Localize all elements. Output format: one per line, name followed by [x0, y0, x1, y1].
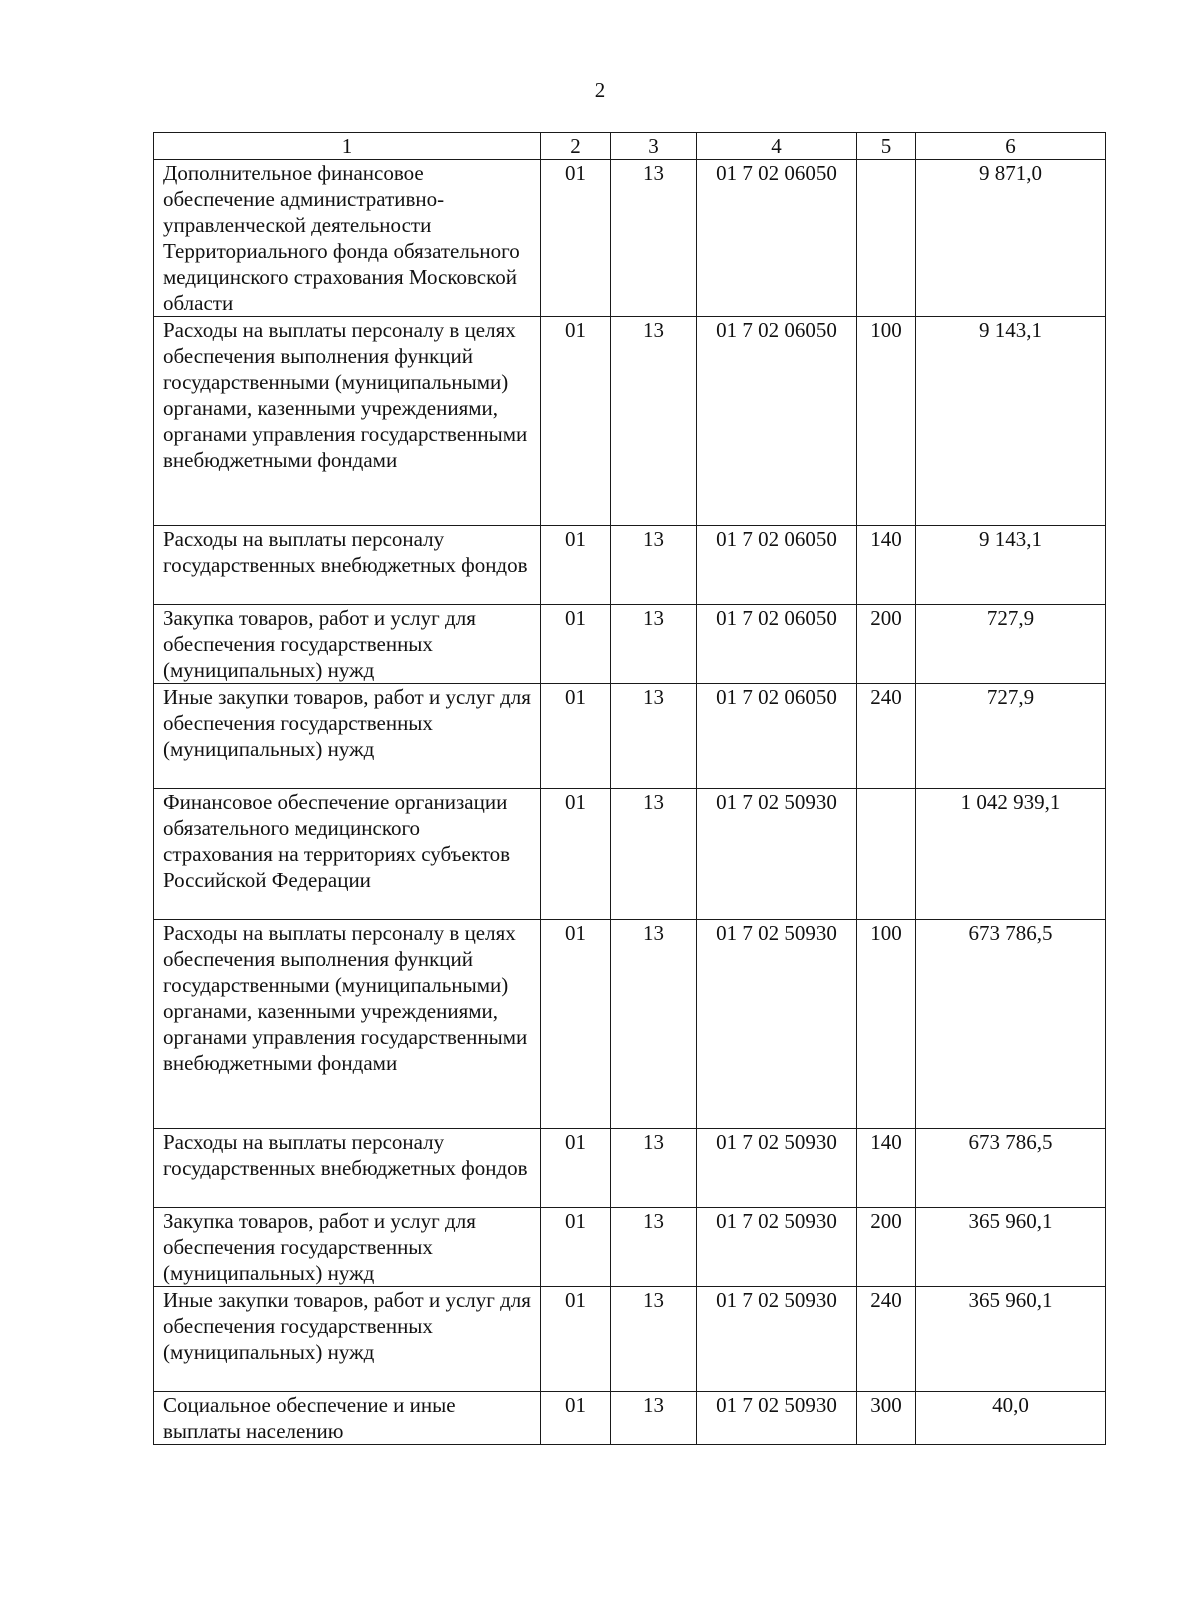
row-name-cell: Социальное обеспечение и иные выплаты населению [154, 1392, 541, 1445]
table-row [154, 789, 1106, 920]
row-section-cell: 01 [541, 317, 611, 526]
row-amount-cell: 40,0 [916, 1392, 1106, 1445]
row-amount-cell: 9 143,1 [916, 526, 1106, 605]
row-name-cell: Расходы на выплаты персоналу государственных внебюджетных фондов [154, 526, 541, 605]
table-row [154, 317, 1106, 526]
row-expense-type-cell: 240 [857, 684, 916, 789]
table-row [154, 605, 1106, 684]
row-target-item-cell: 01 7 02 06050 [697, 526, 857, 605]
row-target-item-cell: 01 7 02 50930 [697, 1129, 857, 1208]
row-subsection-cell: 13 [611, 920, 697, 1129]
row-target-item-cell: 01 7 02 50930 [697, 1287, 857, 1392]
table-row [154, 1208, 1106, 1287]
row-name-cell: Иные закупки товаров, работ и услуг для обеспечения государственных (муниципальных) нужд [154, 684, 541, 789]
row-amount-cell: 9 143,1 [916, 317, 1106, 526]
row-subsection-cell: 13 [611, 684, 697, 789]
row-subsection-cell: 13 [611, 1208, 697, 1287]
row-section-cell: 01 [541, 1287, 611, 1392]
row-section-cell: 01 [541, 1392, 611, 1445]
row-amount-cell: 727,9 [916, 605, 1106, 684]
row-target-item-cell: 01 7 02 06050 [697, 317, 857, 526]
row-amount-cell: 727,9 [916, 684, 1106, 789]
row-expense-type-cell: 300 [857, 1392, 916, 1445]
table-row [154, 1392, 1106, 1445]
row-subsection-cell: 13 [611, 1129, 697, 1208]
row-expense-type-cell: 240 [857, 1287, 916, 1392]
row-subsection-cell: 13 [611, 605, 697, 684]
row-expense-type-cell: 140 [857, 1129, 916, 1208]
row-subsection-cell: 13 [611, 160, 697, 317]
row-expense-type-cell: 200 [857, 1208, 916, 1287]
row-amount-cell: 365 960,1 [916, 1208, 1106, 1287]
table-row [154, 1287, 1106, 1392]
table-header-row [154, 133, 1106, 160]
table-row [154, 920, 1106, 1129]
row-expense-type-cell: 200 [857, 605, 916, 684]
row-name-cell: Дополнительное финансовое обеспечение административно-управленческой деятельности Территориального фонда обязательного медицинского страхования Московской области [154, 160, 541, 317]
row-expense-type-cell: 100 [857, 920, 916, 1129]
column-header: 3 [611, 133, 697, 160]
row-expense-type-cell: 140 [857, 526, 916, 605]
row-amount-cell: 673 786,5 [916, 920, 1106, 1129]
row-target-item-cell: 01 7 02 06050 [697, 605, 857, 684]
row-name-cell: Расходы на выплаты персоналу в целях обеспечения выполнения функций государственными (муниципальными) органами, казенными учреждениями, органами управления государственными внебюджетными фондами [154, 920, 541, 1129]
row-target-item-cell: 01 7 02 50930 [697, 789, 857, 920]
row-section-cell: 01 [541, 160, 611, 317]
row-amount-cell: 673 786,5 [916, 1129, 1106, 1208]
column-header: 2 [541, 133, 611, 160]
row-name-cell: Иные закупки товаров, работ и услуг для обеспечения государственных (муниципальных) нужд [154, 1287, 541, 1392]
row-subsection-cell: 13 [611, 789, 697, 920]
table-row [154, 160, 1106, 317]
row-target-item-cell: 01 7 02 50930 [697, 920, 857, 1129]
row-subsection-cell: 13 [611, 317, 697, 526]
row-amount-cell: 9 871,0 [916, 160, 1106, 317]
row-target-item-cell: 01 7 02 50930 [697, 1392, 857, 1445]
row-amount-cell: 365 960,1 [916, 1287, 1106, 1392]
row-section-cell: 01 [541, 920, 611, 1129]
row-name-cell: Расходы на выплаты персоналу государственных внебюджетных фондов [154, 1129, 541, 1208]
row-amount-cell: 1 042 939,1 [916, 789, 1106, 920]
row-section-cell: 01 [541, 789, 611, 920]
row-name-cell: Закупка товаров, работ и услуг для обеспечения государственных (муниципальных) нужд [154, 1208, 541, 1287]
row-name-cell: Закупка товаров, работ и услуг для обеспечения государственных (муниципальных) нужд [154, 605, 541, 684]
row-name-cell: Финансовое обеспечение организации обязательного медицинского страхования на территориях субъектов Российской Федерации [154, 789, 541, 920]
row-target-item-cell: 01 7 02 06050 [697, 684, 857, 789]
column-header: 5 [857, 133, 916, 160]
row-subsection-cell: 13 [611, 1287, 697, 1392]
table-row [154, 684, 1106, 789]
row-expense-type-cell: 100 [857, 317, 916, 526]
row-name-cell: Расходы на выплаты персоналу в целях обеспечения выполнения функций государственными (муниципальными) органами, казенными учреждениями, органами управления государственными внебюджетными фондами [154, 317, 541, 526]
budget-table [153, 132, 1106, 1445]
column-header: 6 [916, 133, 1106, 160]
row-subsection-cell: 13 [611, 526, 697, 605]
row-section-cell: 01 [541, 684, 611, 789]
row-section-cell: 01 [541, 1208, 611, 1287]
table-body [154, 160, 1106, 1445]
row-target-item-cell: 01 7 02 50930 [697, 1208, 857, 1287]
table-row [154, 1129, 1106, 1208]
table-row [154, 526, 1106, 605]
row-subsection-cell: 13 [611, 1392, 697, 1445]
column-header: 1 [154, 133, 541, 160]
row-section-cell: 01 [541, 526, 611, 605]
row-expense-type-cell [857, 160, 916, 317]
row-expense-type-cell [857, 789, 916, 920]
column-header: 4 [697, 133, 857, 160]
row-target-item-cell: 01 7 02 06050 [697, 160, 857, 317]
row-section-cell: 01 [541, 1129, 611, 1208]
page-number: 2 [594, 78, 606, 102]
row-section-cell: 01 [541, 605, 611, 684]
